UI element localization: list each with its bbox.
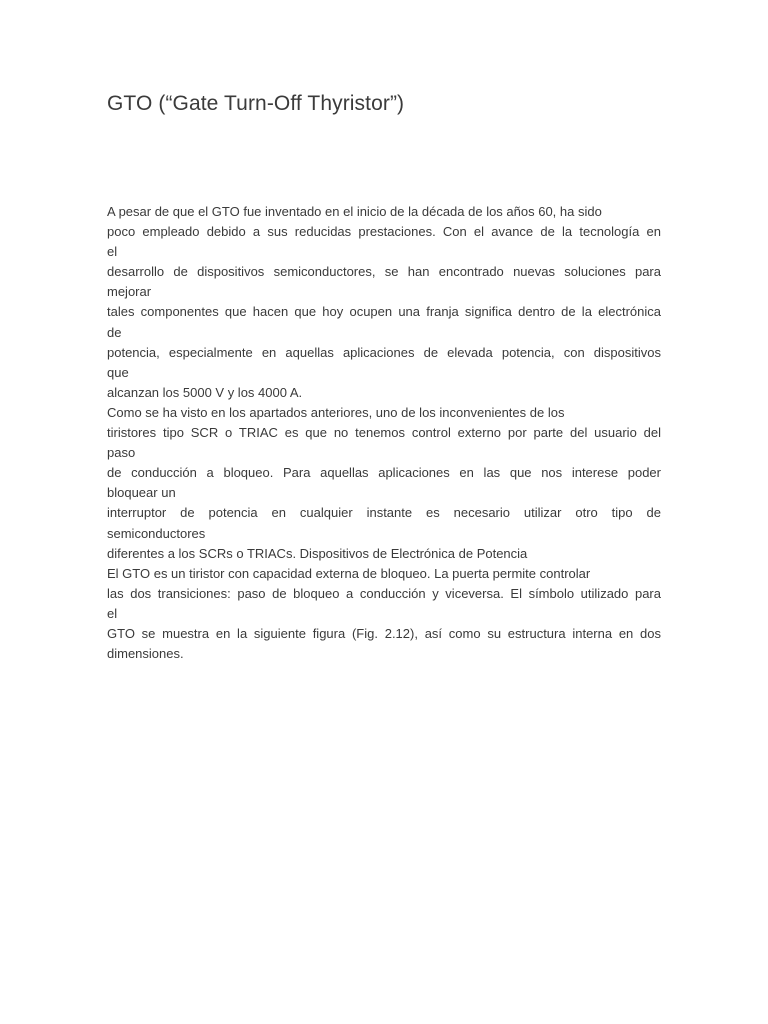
body-text-line: poco empleado debido a sus reducidas prestaciones. Con el avance de la tecnología en	[107, 224, 661, 240]
body-text-line: El GTO es un tiristor con capacidad externa de bloqueo. La puerta permite controlar	[107, 565, 591, 581]
body-text-line: tiristores tipo SCR o TRIAC es que no tenemos control externo por parte del usuario del	[107, 425, 661, 441]
body-text-line: dimensiones.	[107, 646, 184, 662]
body-text-line: GTO se muestra en la siguiente figura (Fig. 2.12), así como su estructura interna en dos	[107, 625, 661, 641]
body-text-line: desarrollo de dispositivos semiconductores, se han encontrado nuevas soluciones para	[107, 264, 661, 280]
body-text-line: Como se ha visto en los apartados anteriores, uno de los inconvenientes de los	[107, 404, 565, 420]
body-text-line: mejorar	[107, 284, 152, 300]
body-text-line: de conducción a bloqueo. Para aquellas aplicaciones en las que nos interese poder	[107, 465, 661, 481]
body-text-line: diferentes a los SCRs o TRIACs. Dispositivos de Electrónica de Potencia	[107, 545, 528, 561]
body-text-line: interruptor de potencia en cualquier instante es necesario utilizar otro tipo de	[107, 505, 661, 521]
body-text-line: bloquear un	[107, 485, 176, 501]
body-text-line: paso	[107, 445, 136, 461]
document-body	[107, 202, 661, 664]
body-text-line: el	[107, 605, 118, 621]
body-text-line: A pesar de que el GTO fue inventado en el inicio de la década de los años 60, ha sido	[107, 204, 602, 219]
body-text-line: el	[107, 244, 118, 260]
body-text-line: que	[107, 364, 129, 380]
page-title: GTO (“Gate Turn-Off Thyristor”)	[107, 92, 405, 115]
body-text-line: alcanzan los 5000 V y los 4000 A.	[107, 384, 303, 400]
body-text-line: de	[107, 324, 122, 340]
body-text-line: tales componentes que hacen que hoy ocupen una franja significa dentro de la electrónica	[107, 304, 661, 320]
body-text-line: las dos transiciones: paso de bloqueo a conducción y viceversa. El símbolo utilizado para	[107, 585, 661, 601]
body-text-line: semiconductores	[107, 525, 206, 541]
body-text-line: potencia, especialmente en aquellas aplicaciones de elevada potencia, con dispositivos	[107, 344, 661, 360]
